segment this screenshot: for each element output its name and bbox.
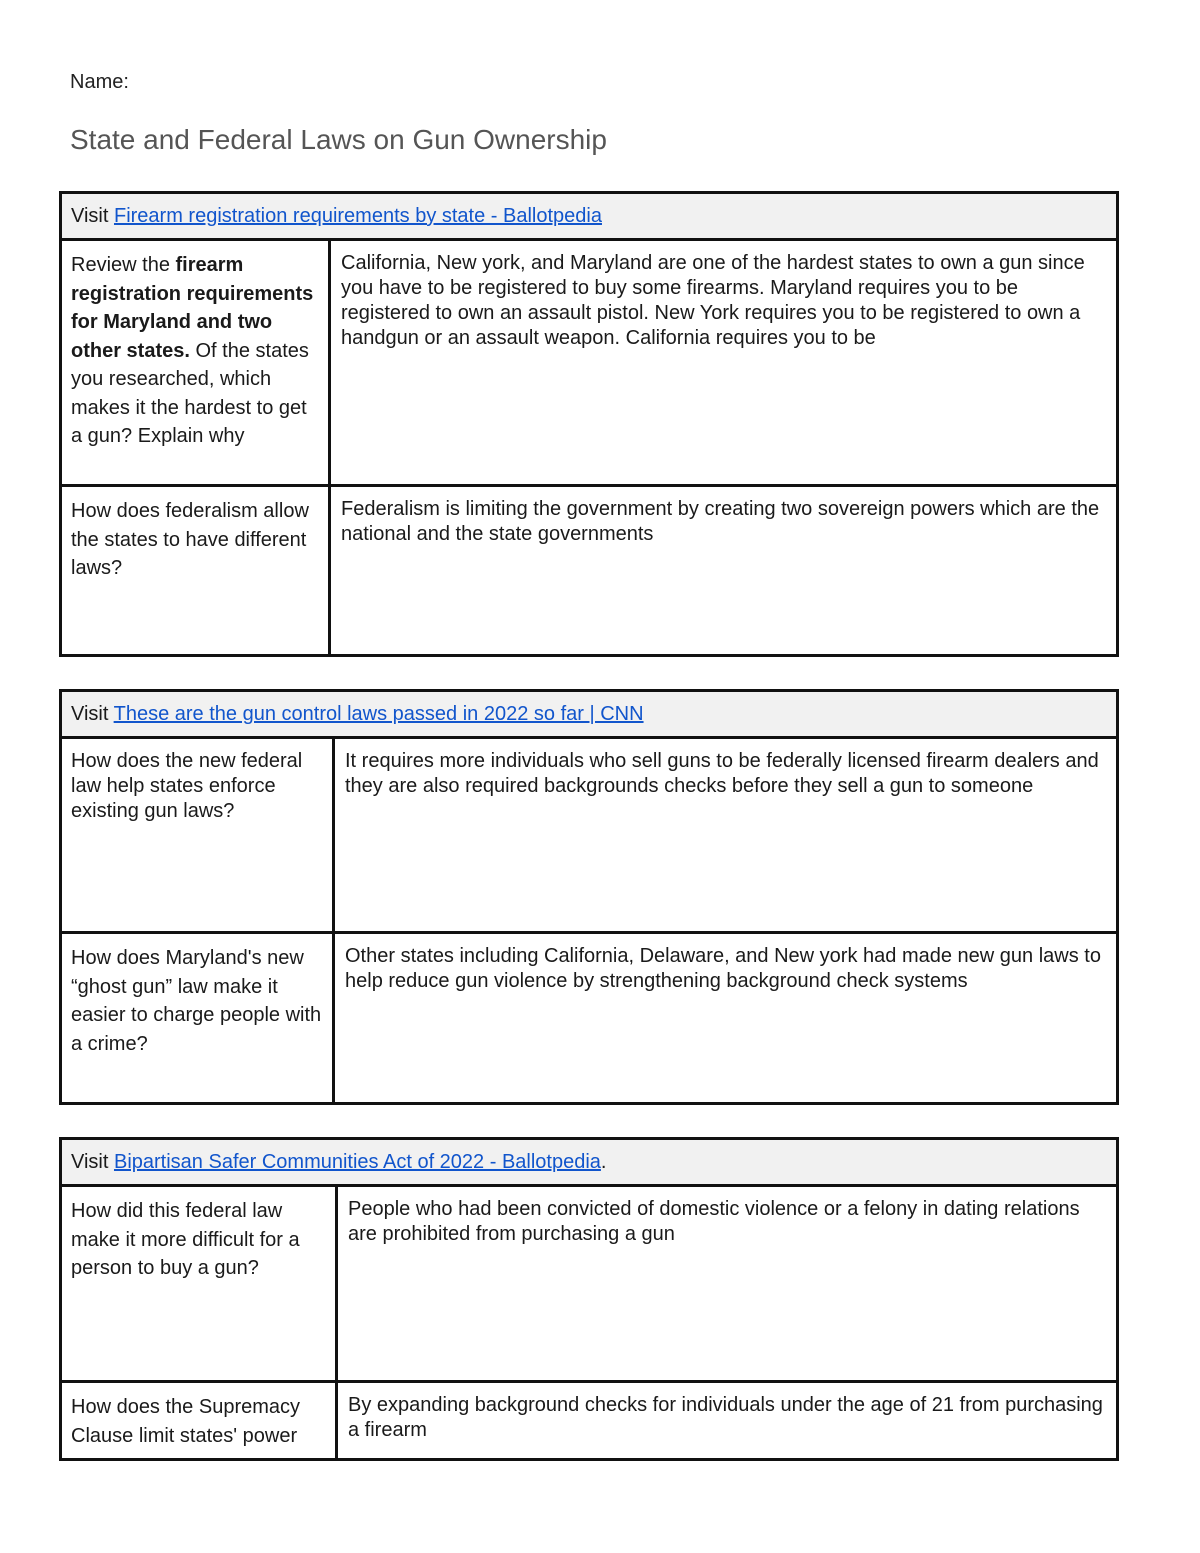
answer-cell[interactable]: People who had been convicted of domestic violence or a felony in dating relations are prohibited from purchasing a gun [337, 1186, 1118, 1382]
ballotpedia-registration-link[interactable]: Firearm registration requirements by state - Ballotpedia [113, 205, 602, 227]
section-header-row [61, 193, 1118, 240]
answer-cell[interactable]: By expanding background checks for individuals under the age of 21 from purchasing a firearm [337, 1382, 1118, 1460]
question-cell [61, 486, 330, 656]
question-cell [61, 1186, 337, 1382]
question-cell [61, 933, 334, 1104]
question-cell [61, 738, 334, 933]
question-text: Review the [71, 254, 176, 276]
section-table-cnn [59, 689, 1119, 1105]
section-header [61, 193, 1118, 240]
table-row [61, 240, 1118, 486]
question-text: How does the Supremacy Clause limit states' power [71, 1396, 301, 1447]
document-title: State and Federal Laws on Gun Ownership [70, 124, 607, 155]
ballotpedia-bipartisan-link[interactable]: Bipartisan Safer Communities Act of 2022 - Ballotpedia [113, 1151, 601, 1173]
visit-label: Visit [71, 703, 114, 725]
cnn-gun-laws-link[interactable]: These are the gun control laws passed in 2022 so far | CNN [113, 703, 644, 725]
table-row [61, 1382, 1118, 1460]
question-text: How does the new federal law help states enforce existing gun laws? [71, 750, 303, 822]
section-table-registration [59, 191, 1119, 657]
table-row [61, 1186, 1118, 1382]
question-cell [61, 1382, 337, 1460]
section-header [61, 1139, 1118, 1186]
question-cell [61, 240, 330, 486]
question-text: Of the states you researched, which makes it the hardest to get a gun? Explain why [71, 339, 309, 447]
answer-cell[interactable]: Other states including California, Delaware, and New york had made new gun laws to help reduce gun violence by strengthening background check systems [334, 933, 1118, 1104]
visit-label: Visit [71, 1151, 114, 1173]
visit-label: Visit [71, 205, 114, 227]
answer-cell[interactable]: California, New york, and Maryland are one of the hardest states to own a gun since you have to be registered to buy some firearms. Maryland requires you to be registered to own an assault pistol. New York requires you to be registered to own a handgun or an assault weapon. California requires you to be [330, 240, 1118, 486]
section-header-row [61, 691, 1118, 738]
question-text: How does federalism allow the states to have different laws? [71, 500, 309, 579]
question-bold-text: firearm registration requirements for Maryland and two other states. [71, 254, 314, 362]
question-text: How does Maryland's new “ghost gun” law make it easier to charge people with a crime? [71, 947, 322, 1055]
section-table-bipartisan [59, 1137, 1119, 1461]
answer-cell[interactable]: Federalism is limiting the government by creating two sovereign powers which are the national and the state governments [330, 486, 1118, 656]
answer-cell[interactable]: It requires more individuals who sell guns to be federally licensed firearm dealers and they are also required backgrounds checks before they sell a gun to someone [334, 738, 1118, 933]
table-row [61, 486, 1118, 656]
name-label: Name: [70, 71, 129, 93]
section-header [61, 691, 1118, 738]
section-header-row [61, 1139, 1118, 1186]
table-row [61, 933, 1118, 1104]
table-row [61, 738, 1118, 933]
question-text: How did this federal law make it more difficult for a person to buy a gun? [71, 1200, 300, 1279]
link-suffix: . [600, 1151, 607, 1173]
